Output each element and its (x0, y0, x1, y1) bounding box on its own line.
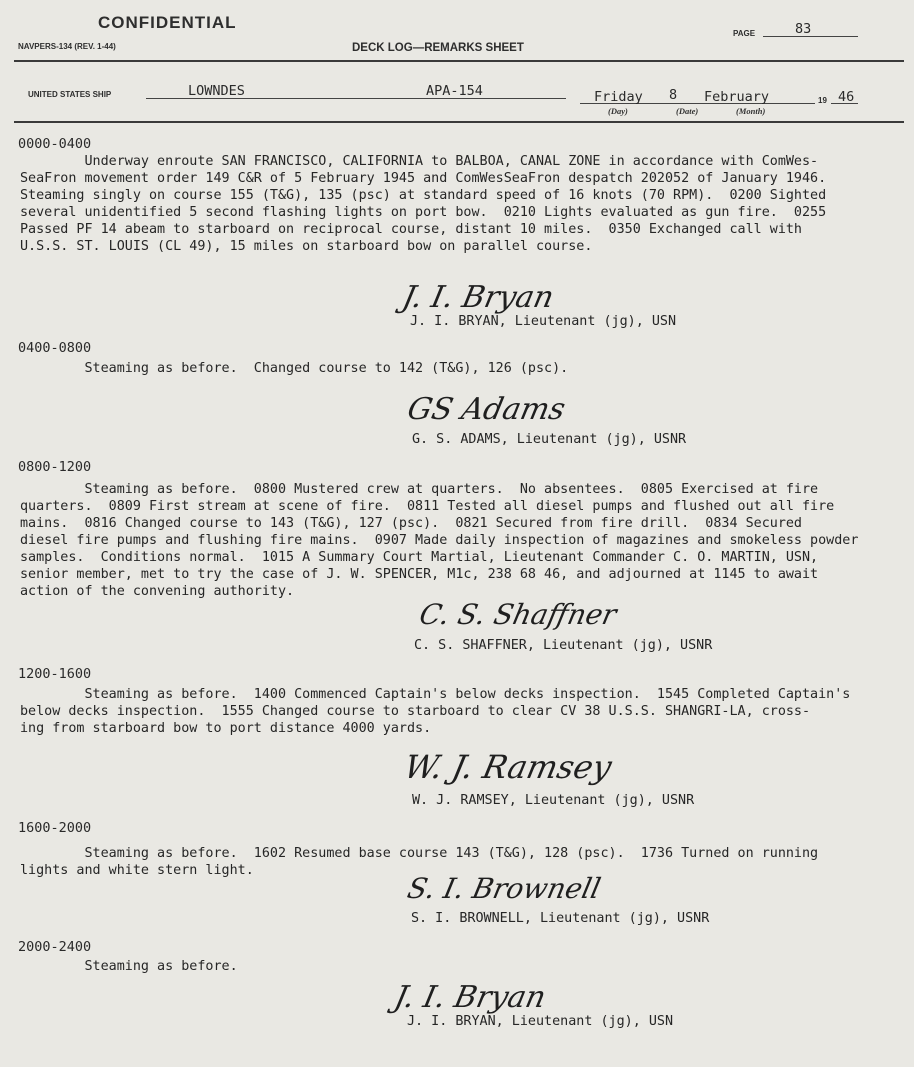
watch-heading: 1200-1600 (18, 666, 92, 682)
watch-remarks: Steaming as before. 1602 Resumed base course 143 (T&G), 128 (psc). 1736 Turned on running lights and white stern light. (20, 846, 819, 878)
month: February (704, 89, 770, 105)
year-prefix: 19 (818, 96, 827, 105)
watch-heading: 2000-2400 (18, 939, 92, 955)
signer-name: G. S. ADAMS, Lieutenant (jg), USNR (412, 432, 687, 447)
officer-signature: S. I. Brownell (404, 872, 604, 905)
officer-signature: GS Adams (404, 392, 569, 427)
day-of-month: 8 (669, 87, 678, 103)
page-label: PAGE (733, 29, 756, 38)
day-of-week: Friday (594, 89, 643, 105)
hull-number: APA-154 (426, 83, 483, 99)
date-caption: (Date) (676, 106, 699, 116)
signer-name: J. I. BRYAN, Lieutenant (jg), USN (410, 314, 677, 329)
signer-name: S. I. BROWNELL, Lieutenant (jg), USNR (411, 911, 710, 926)
day-caption: (Day) (608, 106, 628, 116)
watch-heading: 1600-2000 (18, 820, 92, 836)
ship-label: UNITED STATES SHIP (28, 90, 112, 99)
watch-remarks: Steaming as before. (20, 959, 238, 974)
watch-heading: 0800-1200 (18, 459, 92, 475)
watch-heading: 0000-0400 (18, 136, 92, 152)
header-rule-bottom (14, 121, 904, 123)
month-caption: (Month) (736, 106, 766, 116)
classification-stamp: CONFIDENTIAL (98, 13, 237, 32)
year-suffix: 46 (838, 89, 855, 105)
watch-remarks: Underway enroute SAN FRANCISCO, CALIFORNIA to BALBOA, CANAL ZONE in accordance with ComWes- SeaFron movement order 149 C&R of 5 February 1945 and ComWesSeaFron despatch 202052 of January 1946. Steaming singly on course 155 (T&G), 135 (psc) at standard speed of 16 knots (70 RPM). 0200 Sighted several unidentified 5 second flashing lights on port bow. 0210 Lights evaluated as gun fire. 0255 Passed PF 14 abeam to starboard on reciprocal course, distant 10 miles. 0350 Exchanged call with U.S.S. ST. LOUIS (CL 49), 15 miles on starboard bow on parallel course. (20, 154, 827, 254)
watch-heading: 0400-0800 (18, 340, 92, 356)
watch-remarks: Steaming as before. 1400 Commenced Captain's below decks inspection. 1545 Completed Captain's below decks inspection. 1555 Changed course to starboard to clear CV 38 U.S.S. SHANGRI-LA, cross- ing from starboard bow to port distance 4000 yards. (20, 687, 851, 736)
sheet-title: DECK LOG—REMARKS SHEET (352, 42, 524, 54)
watch-remarks: Steaming as before. Changed course to 142 (T&G), 126 (psc). (20, 361, 569, 376)
officer-signature: J. I. Bryan (391, 980, 549, 1015)
signer-name: J. I. BRYAN, Lieutenant (jg), USN (407, 1014, 674, 1029)
ship-name: LOWNDES (188, 83, 245, 99)
officer-signature: C. S. Shaffner (416, 598, 620, 631)
officer-signature: W. J. Ramsey (400, 748, 616, 786)
page-number: 83 (795, 21, 812, 37)
signer-name: W. J. RAMSEY, Lieutenant (jg), USNR (412, 793, 695, 808)
signer-name: C. S. SHAFFNER, Lieutenant (jg), USNR (414, 638, 713, 653)
officer-signature: J. I. Bryan (399, 280, 557, 315)
watch-remarks: Steaming as before. 0800 Mustered crew at quarters. No absentees. 0805 Exercised at fire quarters. 0809 First stream at scene of fire. 0811 Tested all diesel pumps and flushed out all fire mains. 0816 Changed course to 143 (T&G), 127 (psc). 0821 Secured from fire drill. 0834 Secured diesel fire pumps and flushing fire mains. 0907 Made daily inspection of magazines and smokeless powder samples. Conditions normal. 1015 A Summary Court Martial, Lieutenant Commander C. O. MARTIN, USN, senior member, met to try the case of J. W. SPENCER, M1c, 238 68 46, and adjourned at 1145 to await action of the convening authority. (20, 482, 859, 599)
form-number: NAVPERS-134 (REV. 1-44) (18, 42, 116, 51)
header-rule-top (14, 60, 904, 62)
